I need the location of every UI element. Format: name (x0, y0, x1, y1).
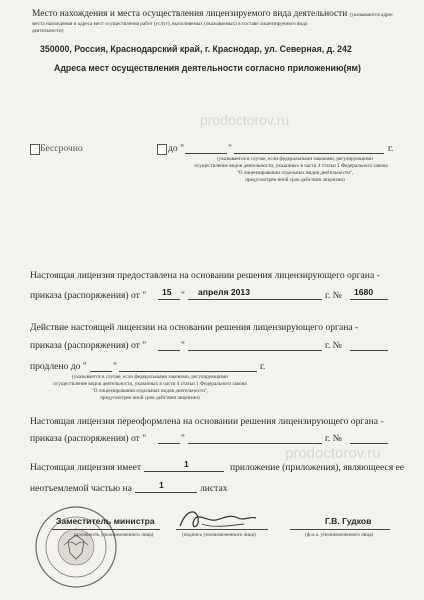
location-label-main: Место нахождения и места осуществления лицензируемого вида деятельности (32, 9, 348, 19)
extended-day-line (158, 350, 180, 351)
location-note-line-3: деятельности) (32, 28, 64, 34)
appendix-sheets-line (135, 492, 197, 493)
granted-year-suffix: г. № (325, 290, 342, 301)
name-line (290, 529, 390, 530)
extended-line-1: Действие настоящей лицензии на основании решения лицензирующего органа - (30, 322, 359, 333)
prolonged-day-line (90, 371, 112, 372)
prolonged-quote: " (113, 361, 117, 372)
extended-note-2: осуществление видов деятельности, указанных в части 4 статьи 1 Федерального закона (53, 381, 247, 387)
prolonged-label: продлено до " (30, 361, 87, 372)
granted-quote: " (181, 290, 185, 301)
prolonged-year: г. (260, 361, 266, 372)
term-note-2: осуществление видов деятельности, указанных в части 4 статьи 1 Федерального закона (194, 163, 388, 169)
term-note-4: предусмотрен иной срок действия лицензии) (245, 177, 345, 183)
granted-number: 1680 (354, 287, 374, 297)
extended-month-line (188, 350, 322, 351)
extended-quote: " (181, 340, 185, 351)
until-month-line (234, 153, 384, 154)
watermark-top: prodoctorov.ru (200, 112, 290, 128)
granted-day-line (158, 299, 180, 300)
until-mid: " (228, 143, 232, 154)
until-year-suffix: г. (388, 143, 394, 154)
until-checkbox[interactable] (157, 144, 167, 155)
appendix-line: Адреса мест осуществления деятельности согласно приложению(ям) (54, 63, 361, 73)
prolonged-month-line (119, 371, 257, 372)
name-note: (ф.и.о. уполномоченного лица) (305, 532, 374, 538)
reissued-quote: " (181, 433, 185, 444)
granted-line-1: Настоящая лицензия предоставлена на основании решения лицензирующего органа - (30, 270, 380, 281)
term-note-1: (указывается в случае, если федеральными законами, регулирующими (217, 156, 373, 162)
granted-number-line (350, 299, 388, 300)
extended-order-label: приказа (распоряжения) от " (30, 340, 147, 351)
open-ended-checkbox[interactable] (30, 144, 40, 155)
reissued-order-label: приказа (распоряжения) от " (30, 433, 147, 444)
location-label (32, 9, 393, 19)
signer-position: Заместитель министра (56, 516, 155, 526)
extended-note-1: (указывается в случае, если федеральными законами, регулирующими (72, 374, 228, 380)
signer-name: Г.В. Гудков (325, 516, 372, 526)
term-note-3: "О лицензировании отдельных видов деятельности", (236, 170, 354, 176)
reissued-month-line (188, 443, 322, 444)
reissued-day-line (158, 443, 180, 444)
extended-number-line (350, 350, 388, 351)
location-note-line-2: места нахождения и адреса мест осуществления работ (услуг), выполняемых (оказываемых) в составе лицензируемого вида (32, 21, 308, 27)
granted-month-year: апреля 2013 (198, 287, 250, 297)
reissued-year-suffix: г. № (325, 433, 342, 444)
appendix-integral-prefix: неотъемлемой частью на (30, 483, 132, 494)
location-label-note: (указываются адрес (349, 12, 394, 18)
until-prefix: до " (168, 143, 184, 154)
reissued-number-line (350, 443, 388, 444)
appendix-has-suffix: приложение (приложения), являющееся ее (230, 462, 405, 473)
appendix-count-line (144, 471, 224, 472)
appendix-count: 1 (184, 459, 189, 469)
open-ended-label: Бессрочно (40, 143, 83, 154)
signature-line (176, 529, 268, 530)
position-note: (должность уполномоченного лица) (74, 532, 154, 538)
reissued-line-1: Настоящая лицензия переоформлена на основании решения лицензирующего органа - (30, 416, 384, 427)
address: 350000, Россия, Краснодарский край, г. Краснодар, ул. Северная, д. 242 (40, 44, 352, 54)
appendix-has-prefix: Настоящая лицензия имеет (30, 462, 142, 473)
appendix-sheets: 1 (159, 480, 164, 490)
extended-note-3: "О лицензировании отдельных видов деятельности", (91, 388, 209, 394)
until-day-line (185, 153, 227, 154)
watermark-bottom: prodoctorov.ru (285, 445, 381, 462)
extended-note-4: предусмотрен иной срок действия лицензии) (100, 395, 200, 401)
granted-order-label: приказа (распоряжения) от " (30, 290, 147, 301)
extended-year-suffix: г. № (325, 340, 342, 351)
granted-month-line (188, 299, 322, 300)
appendix-sheets-suffix: листах (200, 483, 228, 494)
granted-day: 15 (162, 287, 172, 297)
position-line (52, 529, 160, 530)
signature-note: (подпись уполномоченного лица) (182, 532, 256, 538)
